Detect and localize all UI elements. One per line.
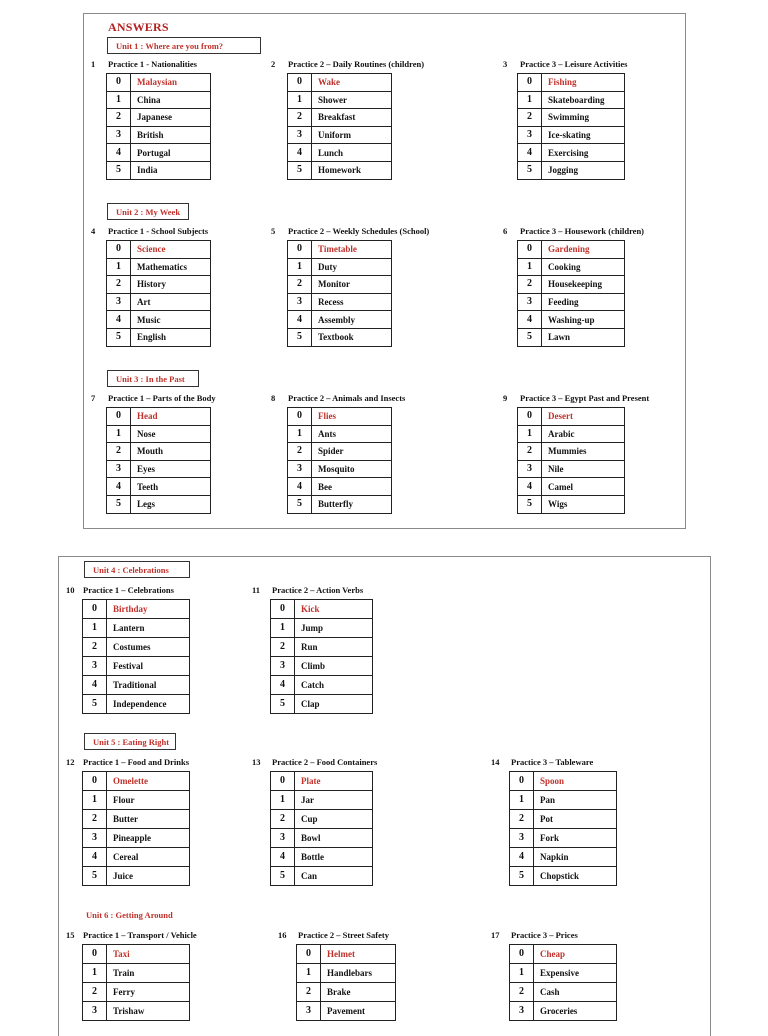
table-row: 4 Traditional: [83, 676, 190, 695]
table-row: 2 Spider: [288, 443, 392, 461]
practice-title: Practice 2 – Daily Routines (children): [288, 59, 425, 69]
practice-number: 17: [491, 930, 500, 940]
table-row: 5 Homework: [288, 161, 392, 179]
table-row: 4 Bee: [288, 478, 392, 496]
table-row: 1 Jar: [271, 791, 373, 810]
answer-table: [509, 771, 617, 886]
answer-table: [517, 73, 625, 180]
practice-title: Practice 2 – Street Safety: [298, 930, 389, 940]
practice-number: 7: [91, 393, 96, 403]
table-row: 0 Wake: [288, 74, 392, 92]
table-row: 4 Teeth: [107, 478, 211, 496]
table-row: 1 Handlebars: [297, 964, 396, 983]
table-row: 5 Butterfly: [288, 495, 392, 513]
table-row: 4 Camel: [518, 478, 625, 496]
answer-table: [82, 771, 190, 886]
table-row: 5 India: [107, 161, 211, 179]
answer-table: [296, 944, 396, 1021]
table-row: 1 Cooking: [518, 258, 625, 276]
table-row: 4 Music: [107, 311, 211, 329]
practice-number: 14: [491, 757, 500, 767]
table-row: 5 Clap: [271, 695, 373, 714]
table-row: 0 Gardening: [518, 241, 625, 259]
unit-2-label: Unit 2 : My Week: [107, 203, 189, 220]
table-row: 3 Mosquito: [288, 460, 392, 478]
practice-number: 12: [66, 757, 75, 767]
practice-title: Practice 3 – Leisure Activities: [520, 59, 628, 69]
unit-1-label: Unit 1 : Where are you from?: [107, 37, 261, 54]
table-row: 3 Feeding: [518, 293, 625, 311]
practice-number: 16: [278, 930, 287, 940]
table-row: 4 Bottle: [271, 848, 373, 867]
practice-title: Practice 1 – Food and Drinks: [83, 757, 190, 767]
practice-title: Practice 3 – Prices: [511, 930, 578, 940]
table-row: 2 Cup: [271, 810, 373, 829]
practice-title: Practice 1 – Parts of the Body: [108, 393, 216, 403]
table-row: 3 Bowl: [271, 829, 373, 848]
answer-table: [270, 771, 373, 886]
table-row: 4 Assembly: [288, 311, 392, 329]
table-row: 1 Arabic: [518, 425, 625, 443]
unit-3-label: Unit 3 : In the Past: [107, 370, 199, 387]
table-row: 5 Juice: [83, 867, 190, 886]
table-row: 0 Timetable: [288, 241, 392, 259]
table-row: 0 Plate: [271, 772, 373, 791]
table-row: 1 Ants: [288, 425, 392, 443]
answer-sheet-page-2: [58, 556, 711, 1036]
table-row: 5 Wigs: [518, 495, 625, 513]
practice-number: 1: [91, 59, 96, 69]
table-row: 3 Groceries: [510, 1002, 617, 1021]
table-row: 1 Jump: [271, 619, 373, 638]
table-row: 3 Climb: [271, 657, 373, 676]
table-row: 3 Ice-skating: [518, 126, 625, 144]
practice-title: Practice 3 – Egypt Past and Present: [520, 393, 650, 403]
table-row: 0 Cheap: [510, 945, 617, 964]
table-row: 5 English: [107, 328, 211, 346]
table-row: 2 History: [107, 276, 211, 294]
table-row: 4 Portugal: [107, 144, 211, 162]
practice-number: 4: [91, 226, 96, 236]
practice-number: 15: [66, 930, 75, 940]
table-row: 3 Eyes: [107, 460, 211, 478]
practice-title: Practice 1 – Transport / Vehicle: [83, 930, 197, 940]
answer-table: [106, 407, 211, 514]
table-row: 1 Nose: [107, 425, 211, 443]
answer-table: [82, 944, 190, 1021]
table-row: 0 Head: [107, 408, 211, 426]
table-row: 3 Recess: [288, 293, 392, 311]
table-row: 3 Fork: [510, 829, 617, 848]
answer-table: [517, 407, 625, 514]
unit-6-label: Unit 6 : Getting Around: [86, 910, 173, 920]
answer-table: [517, 240, 625, 347]
answer-table: [287, 73, 392, 180]
table-row: 1 Lantern: [83, 619, 190, 638]
table-row: 4 Catch: [271, 676, 373, 695]
practice-number: 6: [503, 226, 508, 236]
table-row: 1 Duty: [288, 258, 392, 276]
practice-title: Practice 2 – Food Containers: [272, 757, 378, 767]
table-row: 1 Shower: [288, 91, 392, 109]
unit-5-label: Unit 5 : Eating Right: [84, 733, 176, 750]
table-row: 0 Helmet: [297, 945, 396, 964]
table-row: 3 Trishaw: [83, 1002, 190, 1021]
answer-table: [106, 240, 211, 347]
table-row: 2 Swimming: [518, 109, 625, 127]
table-row: 2 Pot: [510, 810, 617, 829]
table-row: 0 Kick: [271, 600, 373, 619]
table-row: 5 Legs: [107, 495, 211, 513]
table-row: 4 Exercising: [518, 144, 625, 162]
table-row: 2 Japanese: [107, 109, 211, 127]
answer-table: [287, 240, 392, 347]
table-row: 1 Pan: [510, 791, 617, 810]
table-row: 3 Nile: [518, 460, 625, 478]
answers-title: ANSWERS: [108, 20, 169, 34]
answer-table: [287, 407, 392, 514]
table-row: 1 Mathematics: [107, 258, 211, 276]
practice-number: 8: [271, 393, 276, 403]
practice-title: Practice 1 - School Subjects: [108, 226, 209, 236]
answer-table: [82, 599, 190, 714]
table-row: 3 Pavement: [297, 1002, 396, 1021]
practice-title: Practice 2 – Animals and Insects: [288, 393, 406, 403]
table-row: 2 Ferry: [83, 983, 190, 1002]
table-row: 0 Spoon: [510, 772, 617, 791]
practice-number: 11: [252, 585, 261, 595]
table-row: 4 Washing-up: [518, 311, 625, 329]
practice-title: Practice 1 - Nationalities: [108, 59, 197, 69]
practice-title: Practice 3 – Tableware: [511, 757, 594, 767]
table-row: 3 Art: [107, 293, 211, 311]
table-row: 4 Napkin: [510, 848, 617, 867]
table-row: 0 Desert: [518, 408, 625, 426]
table-row: 2 Costumes: [83, 638, 190, 657]
table-row: 0 Malaysian: [107, 74, 211, 92]
table-row: 0 Flies: [288, 408, 392, 426]
table-row: 2 Run: [271, 638, 373, 657]
practice-number: 13: [252, 757, 261, 767]
table-row: 5 Chopstick: [510, 867, 617, 886]
table-row: 2 Monitor: [288, 276, 392, 294]
practice-number: 10: [66, 585, 75, 595]
practice-title: Practice 2 – Action Verbs: [272, 585, 364, 595]
table-row: 2 Mouth: [107, 443, 211, 461]
table-row: 1 China: [107, 91, 211, 109]
table-row: 3 British: [107, 126, 211, 144]
practice-title: Practice 1 – Celebrations: [83, 585, 174, 595]
table-row: 0 Fishing: [518, 74, 625, 92]
answer-table: [106, 73, 211, 180]
answer-table: [270, 599, 373, 714]
table-row: 0 Science: [107, 241, 211, 259]
table-row: 2 Mummies: [518, 443, 625, 461]
table-row: 2 Housekeeping: [518, 276, 625, 294]
practice-number: 3: [503, 59, 508, 69]
practice-title: Practice 3 – Housework (children): [520, 226, 645, 236]
table-row: 3 Pineapple: [83, 829, 190, 848]
table-row: 2 Breakfast: [288, 109, 392, 127]
table-row: 5 Textbook: [288, 328, 392, 346]
table-row: 5 Can: [271, 867, 373, 886]
table-row: 0 Birthday: [83, 600, 190, 619]
practice-title: Practice 2 – Weekly Schedules (School): [288, 226, 430, 236]
table-row: 1 Train: [83, 964, 190, 983]
table-row: 2 Butter: [83, 810, 190, 829]
table-row: 5 Independence: [83, 695, 190, 714]
table-row: 3 Festival: [83, 657, 190, 676]
table-row: 1 Expensive: [510, 964, 617, 983]
table-row: 5 Jogging: [518, 161, 625, 179]
table-row: 0 Taxi: [83, 945, 190, 964]
table-row: 4 Cereal: [83, 848, 190, 867]
practice-number: 5: [271, 226, 276, 236]
unit-4-label: Unit 4 : Celebrations: [84, 561, 190, 578]
table-row: 5 Lawn: [518, 328, 625, 346]
table-row: 4 Lunch: [288, 144, 392, 162]
table-row: 1 Skateboarding: [518, 91, 625, 109]
table-row: 2 Brake: [297, 983, 396, 1002]
answer-sheet-page-1: [83, 13, 686, 529]
answer-table: [509, 944, 617, 1021]
practice-number: 2: [271, 59, 276, 69]
table-row: 2 Cash: [510, 983, 617, 1002]
table-row: 3 Uniform: [288, 126, 392, 144]
practice-number: 9: [503, 393, 508, 403]
table-row: 1 Flour: [83, 791, 190, 810]
table-row: 0 Omelette: [83, 772, 190, 791]
